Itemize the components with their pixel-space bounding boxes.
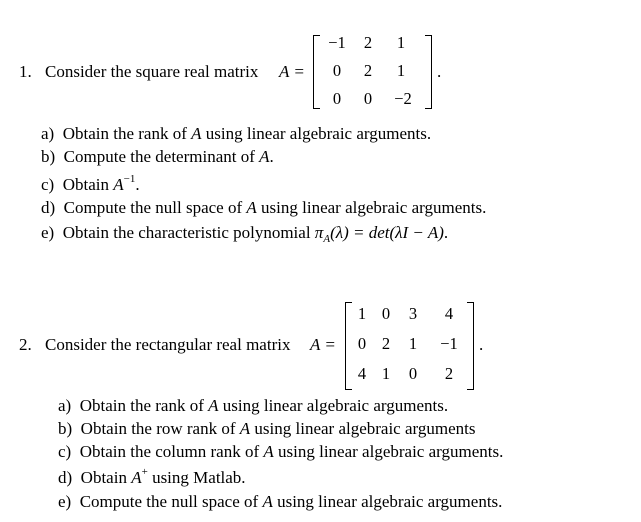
q1-cell: 1	[396, 61, 406, 80]
q1-matrix-lhs: A =	[279, 62, 305, 81]
q1-item-c: c) Obtain $A^{-1}$.	[41, 173, 140, 194]
q2-cell: 0	[408, 364, 418, 383]
q1-cell: 1	[396, 33, 406, 52]
q1-matrix-end: .	[437, 62, 442, 81]
q2-item-b: b) Obtain the row rank of A using linear algebraic arguments	[58, 419, 476, 438]
q1-cell: 2	[363, 61, 373, 80]
q2-number: 2.	[19, 335, 32, 354]
q2-cell: 4	[357, 364, 367, 383]
q2-item-a: a) Obtain the rank of A using linear algebraic arguments.	[58, 396, 449, 415]
q2-left-bracket	[345, 302, 352, 390]
q2-item-d: d) Obtain A+ using Matlab.	[58, 466, 246, 487]
q1-cell: 0	[332, 89, 342, 108]
q2-cell: 1	[381, 364, 391, 383]
q1-number: 1.	[19, 62, 32, 81]
q1-cell: −1	[328, 33, 346, 52]
q2-cell: 0	[357, 334, 367, 353]
q1-item-e: e) Obtain the characteristic polynomial $\pi_A(\lambda) = \det(\lambda I - A)$.	[41, 223, 449, 245]
q2-item-e: e) Compute the null space of A using linear algebraic arguments.	[58, 492, 503, 511]
q2-cell: 1	[357, 304, 367, 323]
q2-right-bracket	[467, 302, 474, 390]
q2-matrix-lhs: A =	[310, 335, 336, 354]
q1-item-d: d) Compute the null space of A using linear algebraic arguments.	[41, 198, 487, 217]
q2-cell: 4	[444, 304, 454, 323]
q1-item-a: a) Obtain the rank of A using linear algebraic arguments.	[41, 124, 432, 143]
q2-cell: 2	[444, 364, 454, 383]
q2-cell: 2	[381, 334, 391, 353]
q2-cell: 0	[381, 304, 391, 323]
q2-cell: 3	[408, 304, 418, 323]
q1-cell: 0	[363, 89, 373, 108]
q1-item-b: b) Compute the determinant of A.	[41, 147, 274, 166]
q2-cell: 1	[408, 334, 418, 353]
q1-cell: 2	[363, 33, 373, 52]
q2-matrix-end: .	[479, 335, 484, 354]
q2-cell: −1	[440, 334, 458, 353]
q1-cell: 0	[332, 61, 342, 80]
q1-stem: Consider the square real matrix	[45, 62, 259, 81]
q1-right-bracket	[425, 35, 432, 109]
q1-left-bracket	[313, 35, 320, 109]
q2-item-c: c) Obtain the column rank of A using linear algebraic arguments.	[58, 442, 504, 461]
q1-cell: −2	[394, 89, 412, 108]
q2-stem: Consider the rectangular real matrix	[45, 335, 291, 354]
